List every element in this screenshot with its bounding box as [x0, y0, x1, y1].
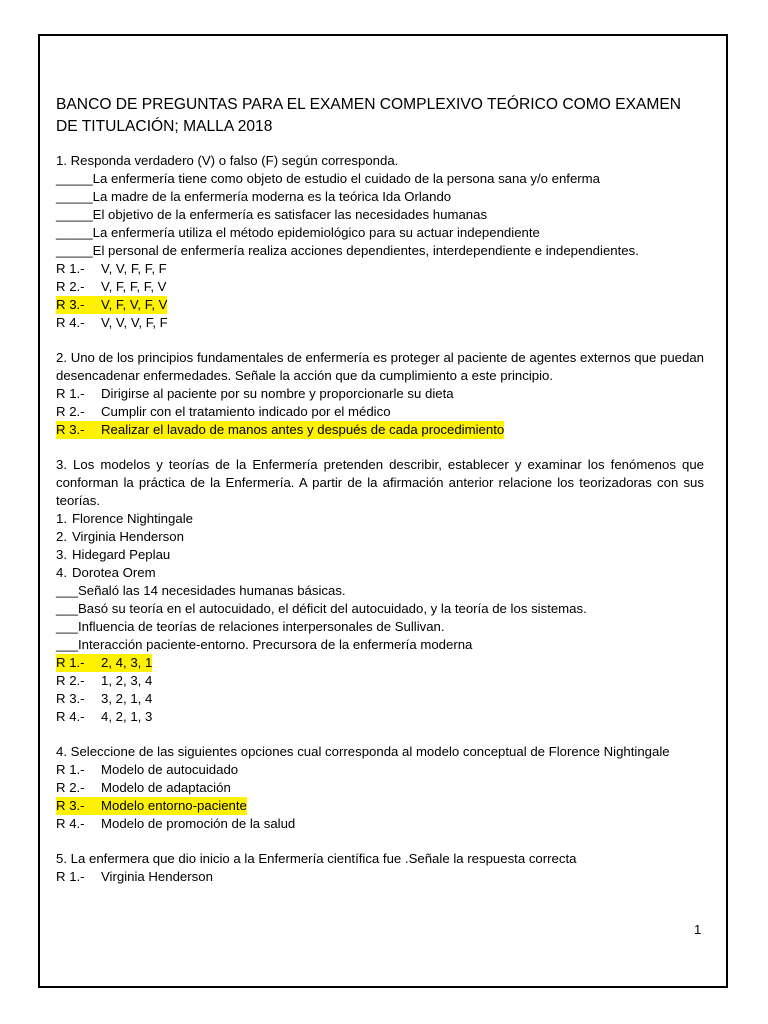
question-5 [56, 850, 704, 886]
statement-item: _____La enfermería utiliza el método epidemiológico para su actuar independiente [56, 225, 540, 240]
answer-option: R 1.- Virginia Henderson [56, 869, 213, 884]
statement-item: _____La enfermería tiene como objeto de estudio el cuidado de la persona sana y/o enferma [56, 171, 600, 186]
question-1 [56, 152, 704, 332]
answer-option: R 4.- 4, 2, 1, 3 [56, 709, 153, 724]
answer-option: R 2.- 1, 2, 3, 4 [56, 673, 153, 688]
theorist-item: 4. Dorotea Orem [56, 565, 156, 580]
answer-option: R 2.- Cumplir con el tratamiento indicado por el médico [56, 404, 391, 419]
answer-option: R 4.- Modelo de promoción de la salud [56, 816, 296, 831]
answer-option: R 2.- V, F, F, F, V [56, 279, 167, 294]
theorist-item: 3. Hidegard Peplau [56, 547, 171, 562]
question-prompt: 3. Los modelos y teorías de la Enfermería pretenden describir, establecer y examinar los fenómenos que conforman la práctica de la Enfermería. A partir de la afirmación anterior relacione los teorizadoras con sus teorías. [56, 457, 704, 508]
theorist-item: 1. Florence Nightingale [56, 511, 193, 526]
question-prompt: 2. Uno de los principios fundamentales de enfermería es proteger al paciente de agentes externos que puedan desencadenar enfermedades. Señale la acción que da cumplimiento a este principio. [56, 350, 704, 383]
statement-item: ___Basó su teoría en el autocuidado, el déficit del autocuidado, y la teoría de los sistemas. [56, 601, 587, 616]
question-prompt: 1. Responda verdadero (V) o falso (F) según corresponda. [56, 153, 399, 168]
answer-option: R 3.- 3, 2, 1, 4 [56, 691, 153, 706]
answer-option-correct: R 3.- Modelo entorno-paciente [56, 798, 247, 813]
statement-item: _____El personal de enfermería realiza acciones dependientes, interdependiente e independientes. [56, 243, 639, 258]
theorist-item: 2. Virginia Henderson [56, 529, 184, 544]
question-prompt: 5. La enfermera que dio inicio a la Enfermería científica fue .Señale la respuesta correcta [56, 851, 577, 866]
statement-item: ___Señaló las 14 necesidades humanas básicas. [56, 583, 346, 598]
statement-item: _____La madre de la enfermería moderna es la teórica Ida Orlando [56, 189, 452, 204]
answer-option-correct: R 3.- Realizar el lavado de manos antes y después de cada procedimiento [56, 422, 505, 437]
statement-item: ___Interacción paciente-entorno. Precursora de la enfermería moderna [56, 637, 473, 652]
question-2 [56, 349, 704, 439]
statement-item: ___Influencia de teorías de relaciones interpersonales de Sullivan. [56, 619, 445, 634]
answer-option: R 4.- V, V, V, F, F [56, 315, 168, 330]
answer-option: R 2.- Modelo de adaptación [56, 780, 231, 795]
statement-item: _____El objetivo de la enfermería es satisfacer las necesidades humanas [56, 207, 488, 222]
answer-option-correct: R 3.- V, F, V, F, V [56, 297, 168, 312]
answer-option-correct: R 1.- 2, 4, 3, 1 [56, 655, 153, 670]
answer-option: R 1.- Dirigirse al paciente por su nombre y proporcionarle su dieta [56, 386, 454, 401]
document-body [56, 94, 704, 903]
document-title: BANCO DE PREGUNTAS PARA EL EXAMEN COMPLEXIVO TEÓRICO COMO EXAMEN DE TITULACIÓN; MALLA 2018 [56, 96, 682, 135]
question-4 [56, 743, 704, 833]
question-prompt: 4. Seleccione de las siguientes opciones cual corresponda al modelo conceptual de Florence Nightingale [56, 744, 670, 759]
answer-option: R 1.- V, V, F, F, F [56, 261, 167, 276]
answer-option: R 1.- Modelo de autocuidado [56, 762, 239, 777]
question-3 [56, 456, 704, 726]
page-number: 1 [694, 922, 702, 937]
